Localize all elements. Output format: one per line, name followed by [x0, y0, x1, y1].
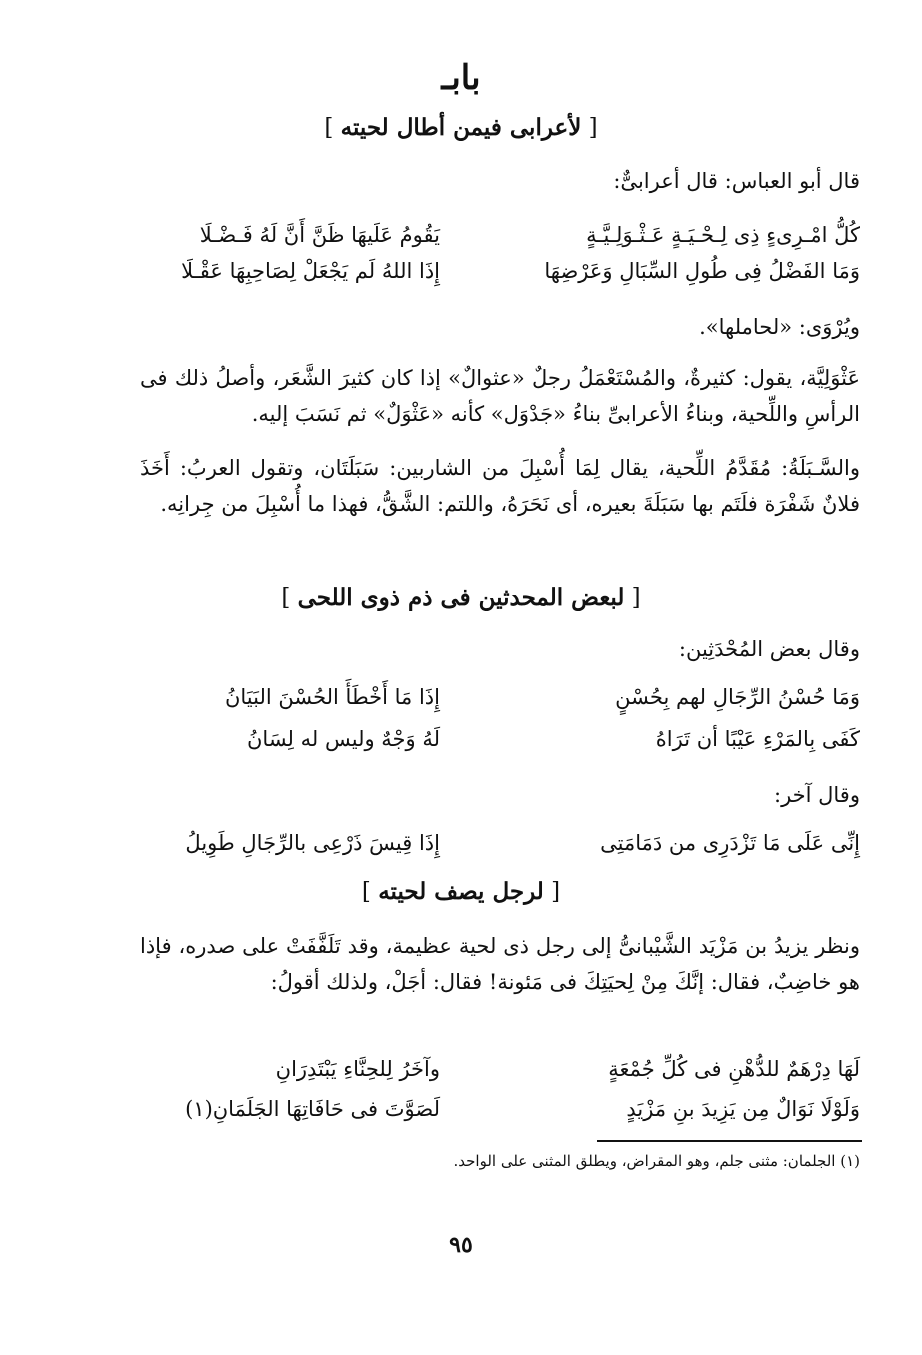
commentary-paragraph: والسَّـبَلَةُ: مُقَدَّمُ اللِّحية، يقال لِمَا أُسْبِلَ من الشاربين: سَبَلَتَان، وتقول العربُ: أَخَذَ فلانٌ شَفْرَة فلَتَم بها سَبَلَةَ بعيره، أى نَحَرَهُ، واللتم: الشَّقُّ، فهذا ما أُسْبِلَ من جِرانِه. [140, 456, 860, 516]
section-heading-text: لأعرابى فيمن أطال لحيته [340, 114, 582, 141]
footnote-divider [597, 1140, 862, 1142]
footnote: (١) الجلمان: مثنى جلم، وهو المقراض، ويطلق المثنى على الواحد. [453, 1152, 860, 1170]
intro-line: وقال آخر: [774, 783, 860, 807]
verse-second-hemistich: وآخَرُ لِلحِنَّاءِ يَبْتَدِرَانِ [275, 1057, 440, 1081]
bracket-open: [ [624, 585, 641, 611]
verse-first-hemistich: وَمَا حُسْنُ الرِّجَالِ لهم بِحُسْنٍ [615, 685, 860, 709]
verse-line [110, 254, 860, 288]
bracket-close: ] [324, 115, 341, 141]
verse-first-hemistich: إِنِّى عَلَى مَا تَزْدَرِى من دَمَامَتِى [600, 831, 860, 855]
verse-second-hemistich: إِذَا اللهُ لَم يَجْعَلْ لِصَاحِبِهَا عَقْـلَا [181, 259, 440, 283]
intro-line: قال أبو العباس: قال أعرابىٌّ: [613, 169, 860, 193]
section-heading-text: لبعض المحدثين فى ذم ذوى اللحى [297, 584, 625, 611]
section-heading-text: لرجل يصف لحيته [378, 878, 544, 905]
verse-first-hemistich: لَهَا دِرْهَمٌ للدُّهْنِ فى كُلِّ جُمْعَةٍ [608, 1057, 860, 1081]
verse-line [110, 1052, 860, 1086]
verse-second-hemistich: يَقُومُ عَلَيهَا ظَنَّ أَنَّ لَهُ فَـضْـلَا [199, 223, 440, 247]
bracket-open: [ [581, 115, 598, 141]
variant-note: ويُرْوَى: «لحاملها». [699, 315, 860, 339]
verse-line [110, 218, 860, 252]
bracket-close: ] [361, 879, 379, 905]
verse-line [110, 826, 860, 860]
verse-second-hemistich: إِذَا قِيسَ ذَرْعِى بالرِّجَالِ طَوِيلُ [185, 831, 440, 855]
verse-line [110, 722, 860, 756]
verse-second-hemistich: لَهُ وَجْهٌ وليس له لِسَانُ [247, 727, 440, 751]
section-heading-1 [0, 114, 922, 141]
verse-first-hemistich: وَمَا الفَضْلُ فِى طُولِ السِّبَالِ وَعَرْضِهَا [544, 259, 860, 283]
verse-first-hemistich: كَفَى بِالمَرْءِ عَيْبًا أن تَرَاهُ [655, 727, 860, 751]
intro-line: وقال بعض المُحْدَثِين: [678, 637, 860, 661]
section-heading-3 [0, 878, 922, 905]
bracket-open: [ [543, 879, 561, 905]
chapter-title: بابـ [441, 58, 481, 98]
verse-second-hemistich: إِذَا مَا أَخْطَأَ الحُسْنَ البَيَانُ [224, 685, 440, 709]
verse-first-hemistich: كُلُّ امْـرِىءٍ ذِى لِـحْـيَـةٍ عَـثْـوَلِـيَّـةٍ [586, 223, 860, 247]
verse-second-hemistich: لَصَوَّتَ فى حَافَاتِهَا الجَلَمَانِ(١) [185, 1097, 440, 1121]
page-number: ٩٥ [449, 1232, 473, 1258]
section-heading-2 [0, 584, 922, 611]
verse-first-hemistich: وَلَوْلَا نَوَالٌ مِن يَزِيدَ بنِ مَزْيَدٍ [626, 1097, 860, 1121]
narrative-paragraph: ونظر يزيدُ بن مَزْيَد الشَّيْبانىُّ إلى رجل ذى لحية عظيمة، وقد تَلَفَّفَتْ على صدره، فإذا هو خاضِبٌ، فقال: إنَّكَ مِنْ لِحيَتِكَ فى مَئونة! فقال: أجَلْ، ولذلك أقولُ: [140, 934, 860, 994]
bracket-close: ] [281, 585, 298, 611]
verse-line [110, 1092, 860, 1126]
commentary-paragraph: عَثْوَلِيَّة، يقول: كثيرةٌ، والمُسْتَعْمَلُ رجلٌ «عثوالٌ» إذا كان كثيرَ الشَّعَر، وأصلُ ذلك فى الرأسِ واللِّحية، وبناءُ الأعرابىِّ بناءُ «جَدْوَل» كأنه «عَثْوَلٌ» ثم نَسَبَ إليه. [140, 366, 860, 426]
verse-line [110, 680, 860, 714]
